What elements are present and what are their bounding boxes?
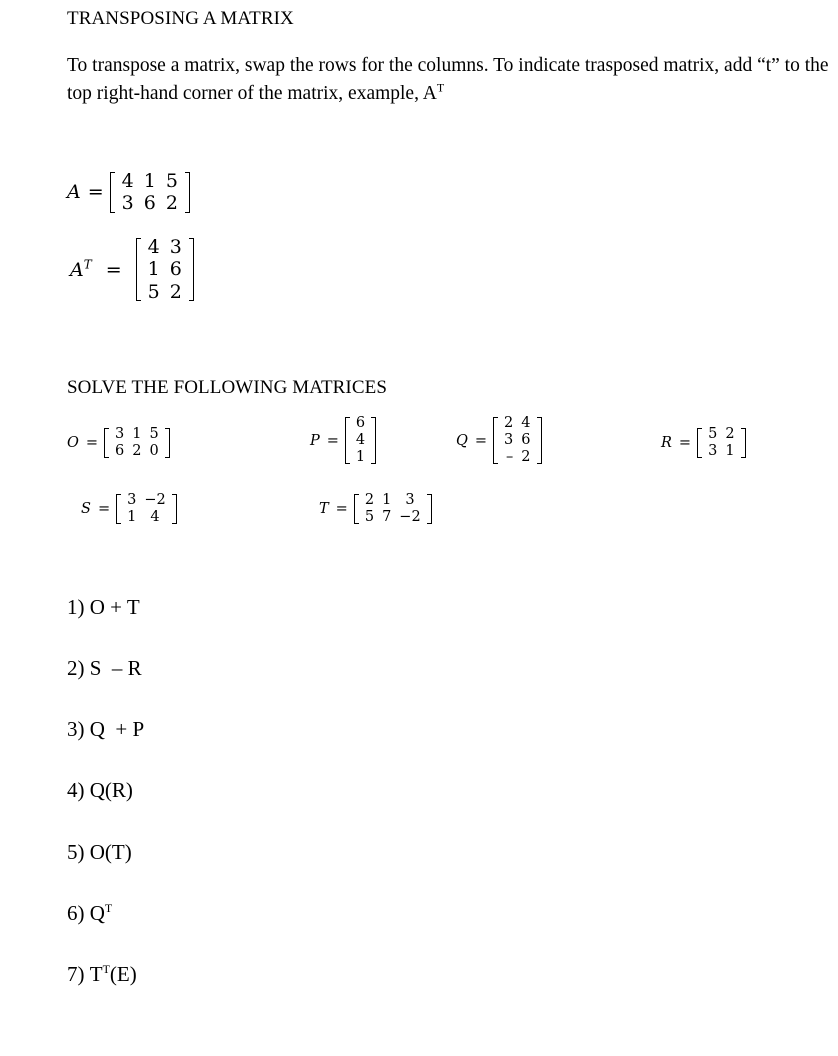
matrix-entry: 5: [364, 509, 375, 526]
intro-superscript: T: [436, 80, 445, 95]
matrix-o: [67, 426, 170, 460]
matrix-entry: 2: [165, 192, 178, 215]
problem-number: 2): [67, 656, 85, 680]
equals-sign: =: [105, 258, 122, 281]
problem-number: 7): [67, 962, 85, 986]
matrix-entry: 3: [504, 432, 514, 449]
matrix-t: [319, 492, 432, 526]
matrix-entry: –: [506, 449, 514, 466]
matrix-entry: −2: [399, 509, 421, 526]
matrix-entry: 5: [708, 426, 718, 442]
intro-paragraph: [67, 52, 838, 108]
matrix-bracket: [110, 170, 190, 215]
matrix-entry: 2: [364, 492, 375, 508]
problem-superscript: T: [104, 901, 113, 915]
matrix-entry: 0: [149, 443, 159, 460]
matrix-entry: 4: [147, 236, 160, 258]
matrix-entry: 4: [521, 415, 531, 431]
matrix-entry: 6: [355, 415, 366, 431]
matrix-name: Q: [456, 432, 468, 449]
problem-text: Q(R): [89, 778, 133, 802]
matrix-entry: 4: [150, 509, 160, 526]
matrix-entry: 5: [165, 170, 178, 192]
matrix-name: O: [67, 435, 79, 452]
problem-number: 5): [67, 840, 85, 864]
matrix-entry: −2: [144, 492, 166, 508]
problem-text: O(T): [89, 840, 132, 864]
matrix-s: [81, 492, 177, 526]
matrix-entry: 6: [169, 258, 182, 281]
matrix-entry: 2: [132, 443, 142, 460]
matrix-entry: 1: [147, 258, 160, 281]
intro-text: To transpose a matrix, swap the rows for the columns. To indicate trasposed matrix, add “t” to the top right-hand corner of the matrix, example, A: [67, 55, 829, 104]
matrix-entry: 6: [115, 443, 125, 460]
problem-6: [67, 901, 112, 926]
matrix-entry: 3: [708, 443, 718, 460]
problem-text: O + T: [89, 595, 140, 619]
equals-sign: =: [335, 501, 348, 518]
problem-superscript: T: [102, 962, 110, 976]
matrix-name: A: [67, 181, 81, 204]
matrix-entry: 1: [132, 426, 142, 442]
matrix-entry: 3: [405, 492, 415, 508]
problem-number: 4): [67, 778, 85, 802]
problem-text: S – R: [89, 656, 142, 680]
matrix-entry: 4: [121, 170, 134, 192]
matrix-entry: 1: [725, 443, 735, 460]
problem-4: [67, 778, 133, 803]
matrix-bracket: [354, 492, 432, 526]
equals-sign: =: [474, 432, 488, 449]
matrix-name: P: [310, 432, 320, 449]
matrix-entry: 5: [149, 426, 159, 442]
matrix-entry: 1: [127, 509, 137, 526]
matrix-bracket: [116, 492, 177, 526]
matrix-entry: 1: [143, 170, 156, 192]
matrix-bracket: [345, 415, 376, 466]
matrix-r: [661, 426, 746, 460]
matrix-name: $A^T$: [70, 257, 92, 281]
equals-sign: =: [85, 435, 99, 452]
equals-sign: =: [97, 501, 111, 518]
problem-number: 1): [67, 595, 85, 619]
example-matrix-a: [67, 170, 190, 215]
section-heading: SOLVE THE FOLLOWING MATRICES: [67, 377, 388, 398]
matrix-entry: 5: [147, 280, 160, 303]
matrix-q: [456, 415, 542, 466]
problem-1: [67, 595, 140, 620]
matrix-name: T: [319, 501, 329, 518]
matrix-entry: 2: [169, 280, 182, 303]
matrix-entry: 6: [521, 432, 531, 449]
problem-3: [67, 717, 144, 742]
example-matrix-a-transpose: [70, 236, 194, 303]
problem-text: T: [89, 962, 103, 986]
matrix-entry: 4: [355, 432, 366, 449]
problem-text-suffix: (E): [109, 962, 137, 986]
matrix-entry: 2: [725, 426, 735, 442]
problem-number: 6): [67, 901, 85, 925]
problem-number: 3): [67, 717, 85, 741]
matrix-entry: 3: [169, 236, 182, 258]
matrix-entry: 3: [127, 492, 137, 508]
problem-2: [67, 656, 142, 681]
equals-sign: =: [87, 181, 104, 204]
problem-text: Q: [89, 901, 105, 925]
matrix-bracket: [493, 415, 541, 466]
matrix-entry: 3: [115, 426, 125, 442]
matrix-bracket: [697, 426, 745, 460]
matrix-entry: 1: [355, 449, 366, 466]
matrix-entry: 2: [504, 415, 514, 431]
page-title: TRANSPOSING A MATRIX: [67, 8, 294, 29]
matrix-name: R: [661, 435, 672, 452]
matrix-p: [310, 415, 376, 466]
matrix-entry: 1: [382, 492, 392, 508]
problem-text: Q + P: [89, 717, 145, 741]
matrix-name: S: [81, 501, 91, 518]
matrix-bracket: [104, 426, 170, 460]
matrix-entry: 3: [121, 192, 134, 215]
equals-sign: =: [678, 435, 692, 452]
problem-5: [67, 840, 132, 865]
matrix-entry: 6: [143, 192, 156, 215]
matrix-entry: 2: [521, 449, 531, 466]
equals-sign: =: [326, 432, 339, 449]
matrix-entry: 7: [382, 509, 392, 526]
problem-7: [67, 962, 137, 987]
matrix-bracket: [136, 236, 194, 303]
